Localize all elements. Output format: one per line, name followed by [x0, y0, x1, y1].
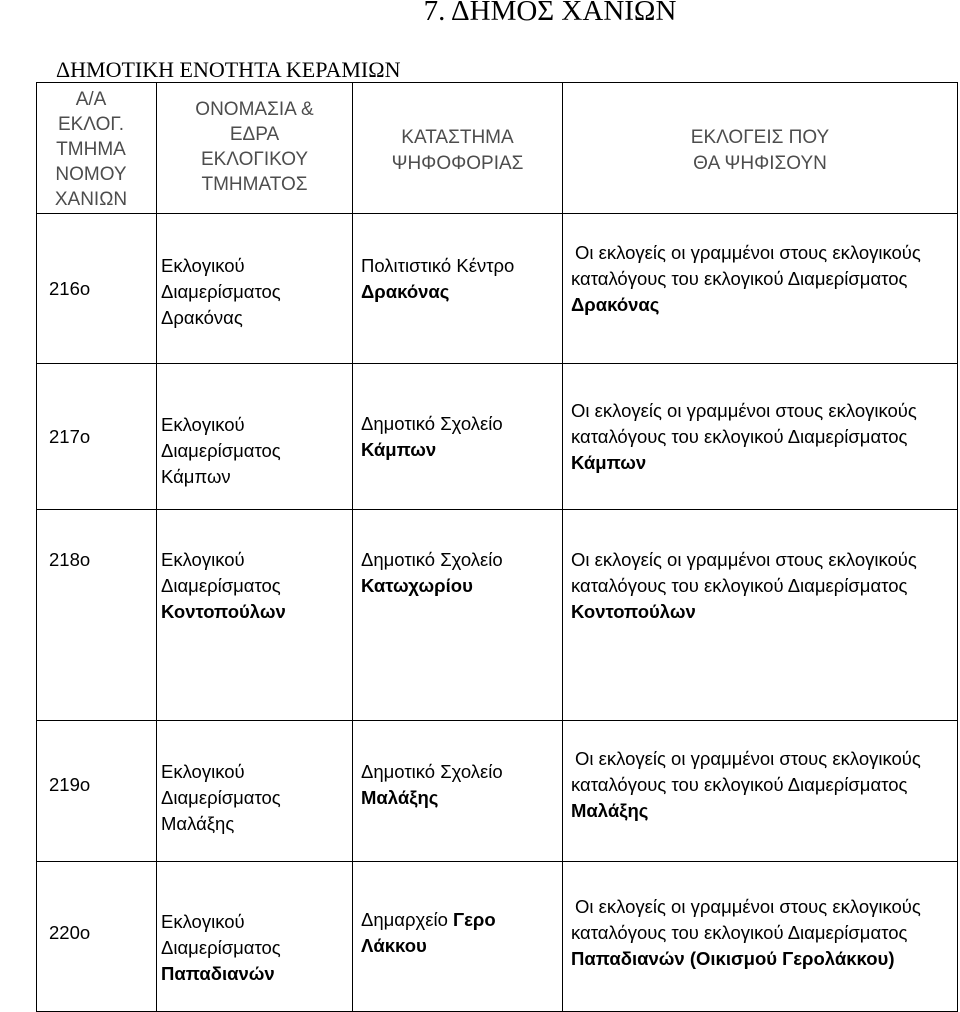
- row-number: 216ο: [37, 214, 157, 364]
- row-venue: [353, 364, 563, 510]
- table-row: [37, 510, 958, 721]
- venue-name: Πολιτιστικό Κέντρο: [361, 254, 515, 276]
- place-line: Εκλογικού: [161, 761, 245, 782]
- header-aa-line: ΧΑΝΙΩΝ: [54, 189, 128, 210]
- venue-locality: Δρακόνας: [361, 280, 450, 302]
- row-venue: [353, 510, 563, 721]
- place-line: Διαμερίσματος: [161, 787, 281, 808]
- place-line: Διαμερίσματος: [161, 936, 281, 958]
- row-voters: [563, 510, 958, 721]
- place-line: Εκλογικού: [161, 254, 245, 276]
- row-venue: [353, 214, 563, 364]
- voters-line: Οι εκλογείς οι γραμμένοι στους εκλογικούς: [571, 549, 917, 570]
- row-venue: [353, 721, 563, 862]
- venue-locality: Κατωχωρίου: [361, 575, 473, 596]
- voters-line: καταλόγους του εκλογικού Διαμερίσματος: [571, 774, 908, 795]
- header-name-line: ΟΝΟΜΑΣΙΑ &: [195, 99, 314, 120]
- header-aa: [37, 83, 157, 214]
- table-row: [37, 364, 958, 510]
- place-line: Παπαδιανών: [161, 962, 275, 984]
- row-place: [157, 364, 353, 510]
- place-line: Εκλογικού: [161, 910, 245, 932]
- voters-line: καταλόγους του εκλογικού Διαμερίσματος: [571, 921, 908, 943]
- place-line: Εκλογικού: [161, 549, 245, 570]
- row-number: 217ο: [37, 364, 157, 510]
- header-voters-line: ΘΑ ΨΗΦΙΣΟΥΝ: [693, 153, 827, 174]
- voters-locality: Κάμπων: [571, 451, 647, 473]
- voters-line: Οι εκλογείς οι γραμμένοι στους εκλογικούς: [575, 241, 921, 263]
- place-line: Διαμερίσματος: [161, 439, 281, 461]
- header-name-line: ΤΜΗΜΑΤΟΣ: [201, 174, 308, 195]
- venue-name: Δημοτικό Σχολείο: [361, 761, 503, 782]
- header-venue-line: ΨΗΦΟΦΟΡΙΑΣ: [391, 153, 524, 174]
- header-aa-line: Α/Α: [75, 89, 107, 110]
- header-voters-line: ΕΚΛΟΓΕΙΣ ΠΟΥ: [690, 127, 830, 148]
- voters-locality: Παπαδιανών (Οικισμού Γερολάκκου): [571, 947, 895, 969]
- voters-locality: Δρακόνας: [571, 293, 660, 315]
- place-line: Εκλογικού: [161, 413, 245, 435]
- row-venue: [353, 862, 563, 1012]
- voters-line: Οι εκλογείς οι γραμμένοι στους εκλογικούς: [575, 748, 921, 769]
- row-voters: [563, 862, 958, 1012]
- voters-line: καταλόγους του εκλογικού Διαμερίσματος: [571, 267, 908, 289]
- polling-stations-table: [36, 82, 958, 1012]
- header-aa-line: ΕΚΛΟΓ.: [57, 114, 125, 135]
- table-header-row: [37, 83, 958, 214]
- table-row: [37, 721, 958, 862]
- row-number: 218ο: [37, 510, 157, 721]
- row-place: [157, 721, 353, 862]
- header-aa-line: ΝΟΜΟΥ: [55, 164, 127, 185]
- header-voters: [563, 83, 958, 214]
- row-voters: [563, 721, 958, 862]
- row-voters: [563, 364, 958, 510]
- row-place: [157, 214, 353, 364]
- venue-locality: Μαλάξης: [361, 787, 439, 808]
- voters-line: Οι εκλογείς οι γραμμένοι στους εκλογικούς: [575, 895, 921, 917]
- place-line: Κοντοπούλων: [161, 601, 286, 622]
- header-name: [157, 83, 353, 214]
- row-number: 220ο: [37, 862, 157, 1012]
- header-venue: [353, 83, 563, 214]
- venue-locality: Κάμπων: [361, 438, 437, 460]
- row-place: [157, 510, 353, 721]
- place-line: Κάμπων: [161, 465, 231, 487]
- voters-line: καταλόγους του εκλογικού Διαμερίσματος: [571, 575, 908, 596]
- voters-line: καταλόγους του εκλογικού Διαμερίσματος: [571, 425, 908, 447]
- place-line: Διαμερίσματος: [161, 575, 281, 596]
- venue-name: Δημαρχείο: [361, 908, 448, 930]
- header-name-line: ΕΚΛΟΓΙΚΟΥ: [200, 149, 309, 170]
- place-line: Μαλάξης: [161, 813, 235, 834]
- table-row: [37, 214, 958, 364]
- venue-name: Δημοτικό Σχολείο: [361, 412, 503, 434]
- voters-locality: Μαλάξης: [571, 800, 649, 821]
- page-title: 7. ΔΗΜΟΣ ΧΑΝΙΩΝ: [423, 0, 677, 27]
- voters-line: Οι εκλογείς οι γραμμένοι στους εκλογικούς: [571, 399, 917, 421]
- row-voters: [563, 214, 958, 364]
- table-row: [37, 862, 958, 1012]
- venue-name: Δημοτικό Σχολείο: [361, 549, 503, 570]
- header-venue-line: ΚΑΤΑΣΤΗΜΑ: [401, 127, 514, 148]
- section-title: ΔΗΜΟΤΙΚΗ ΕΝΟΤΗΤΑ ΚΕΡΑΜΙΩΝ: [56, 57, 401, 82]
- header-aa-line: ΤΜΗΜΑ: [56, 139, 126, 160]
- place-line: Δρακόνας: [161, 306, 243, 328]
- place-line: Διαμερίσματος: [161, 280, 281, 302]
- venue-locality: Γερο Λάκκου: [361, 908, 496, 956]
- row-place: [157, 862, 353, 1012]
- row-number: 219ο: [37, 721, 157, 862]
- voters-locality: Κοντοπούλων: [571, 601, 696, 622]
- header-name-line: ΕΔΡΑ: [229, 124, 280, 145]
